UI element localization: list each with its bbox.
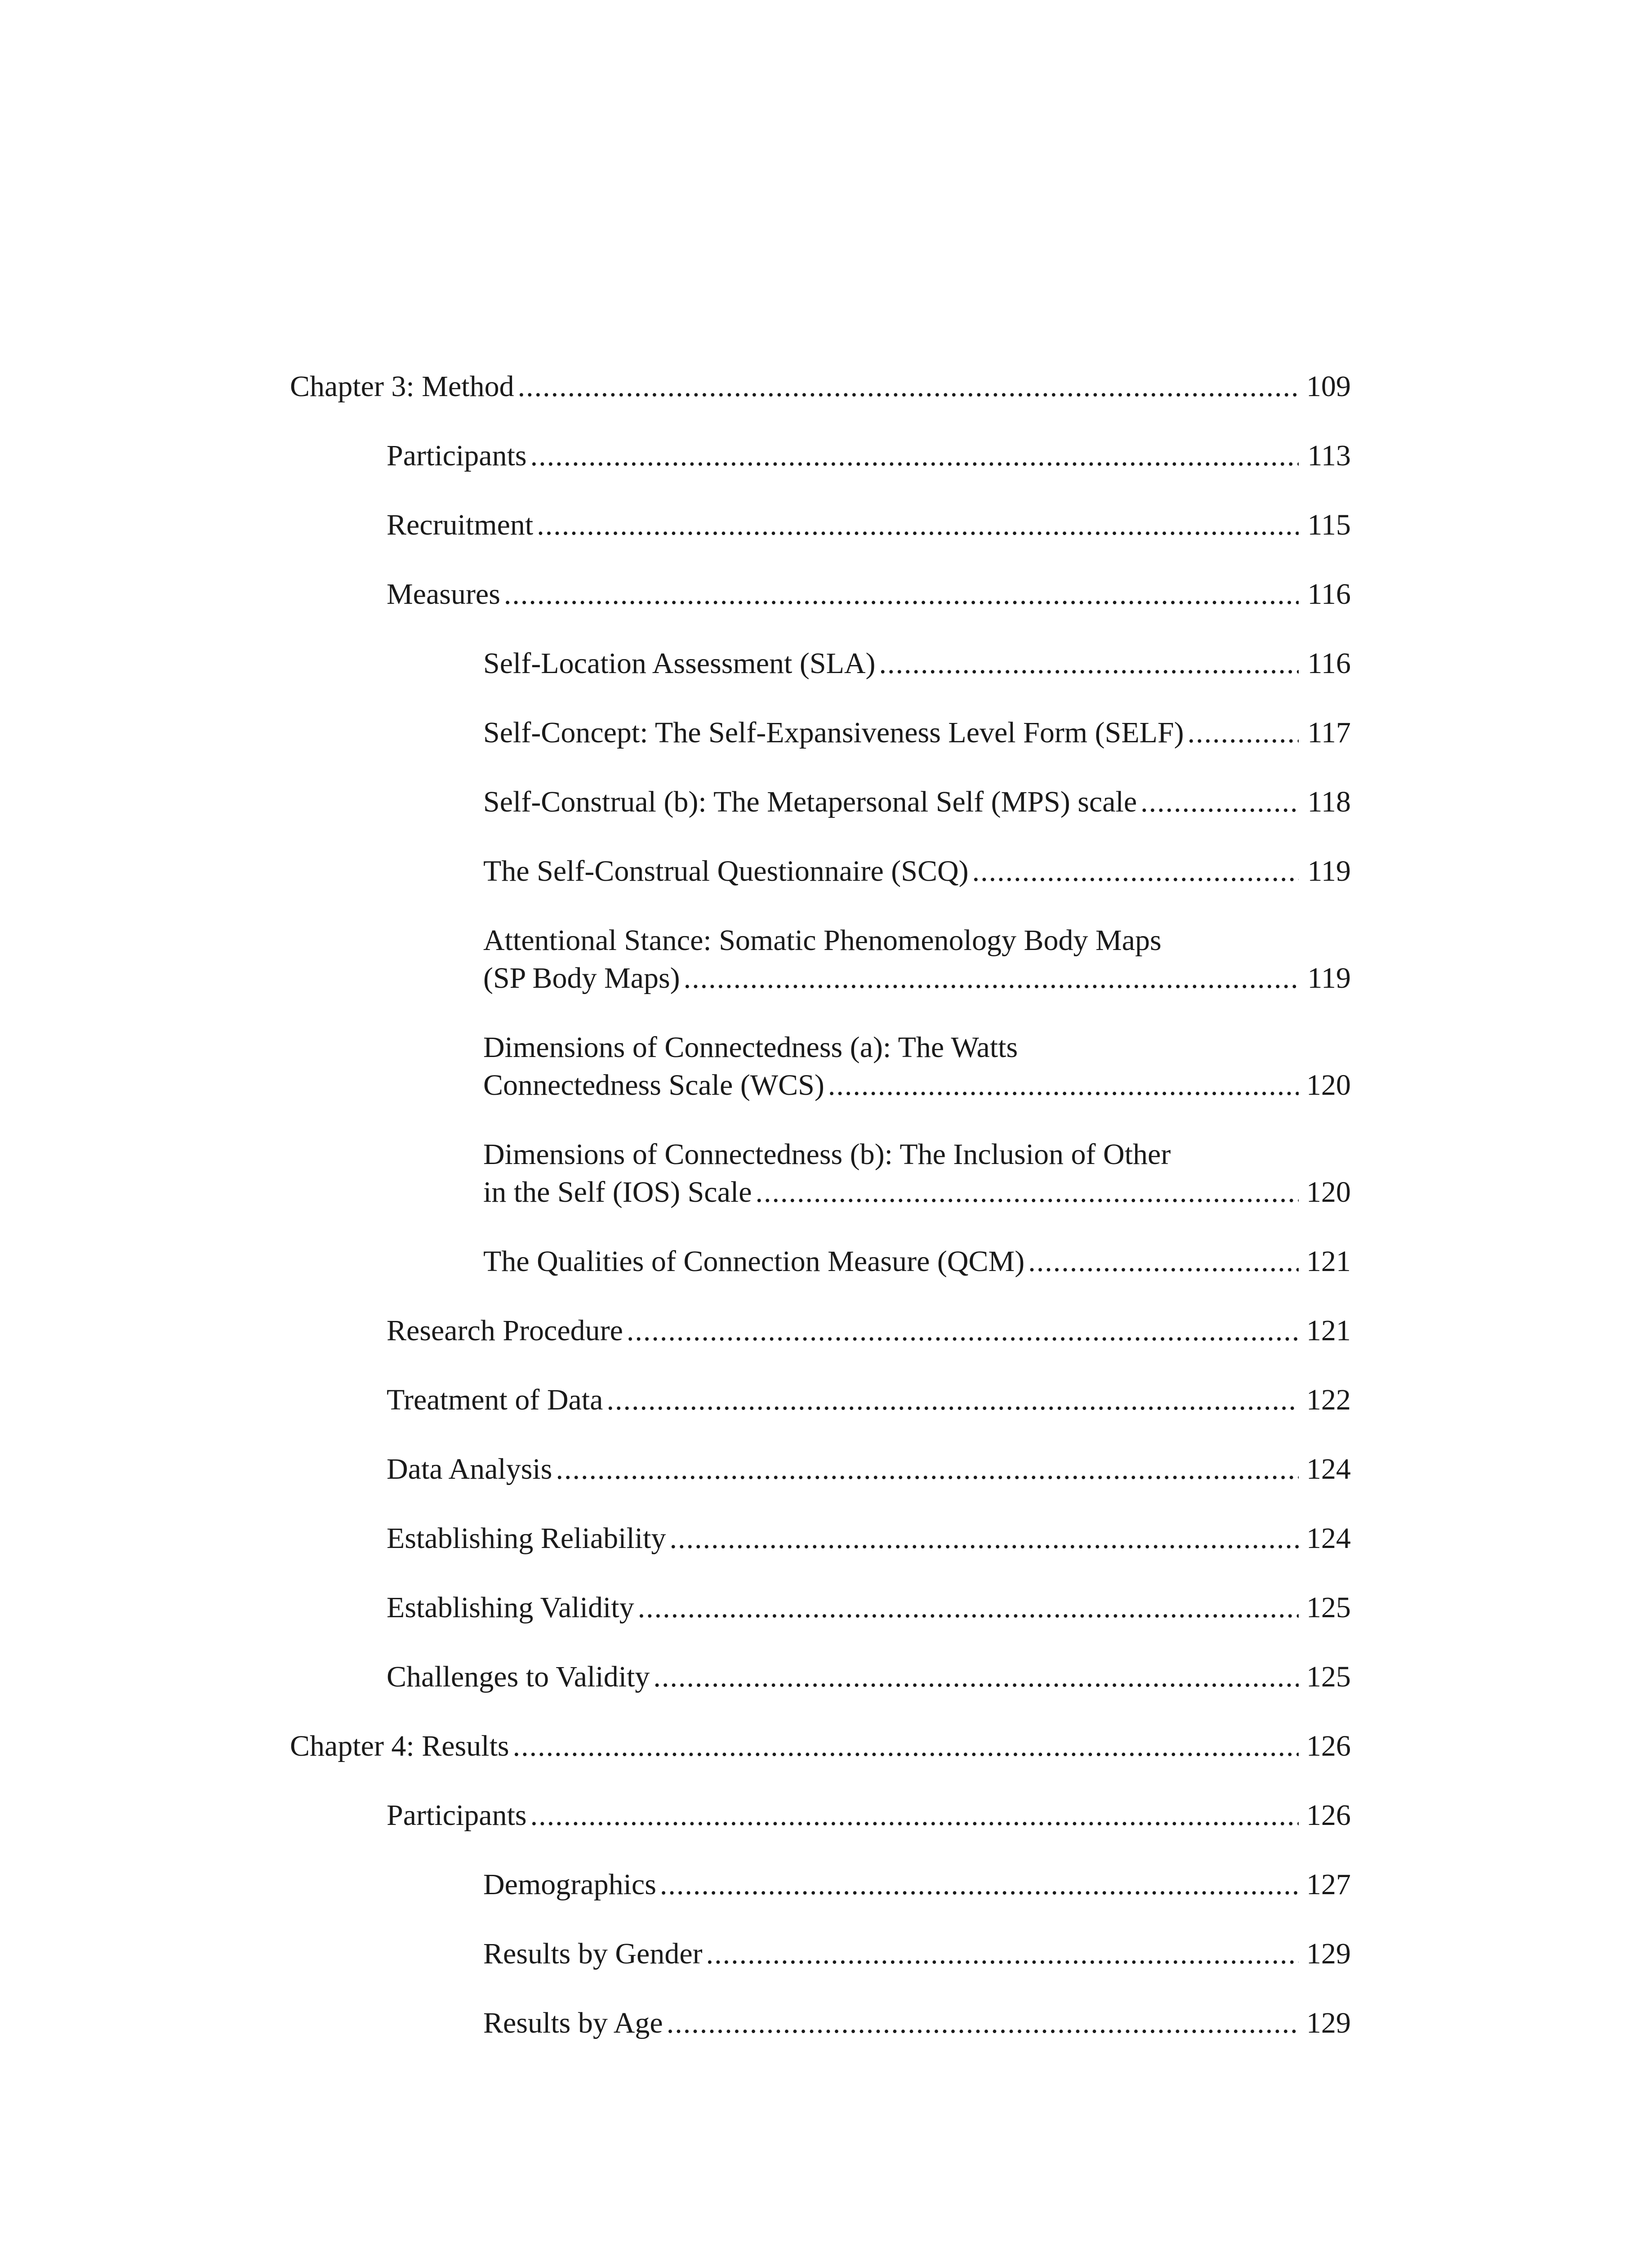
toc-entry-title-first-line: Dimensions of Connectedness (b): The Inclusion of Other	[483, 1138, 1171, 1171]
toc-entry-research-procedure[interactable]	[387, 1312, 1351, 1350]
toc-entry-page: 115	[1307, 508, 1351, 541]
dot-leader	[537, 506, 1299, 544]
toc-entry-demographics[interactable]	[483, 1866, 1351, 1904]
toc-entry-page: 129	[1306, 2007, 1351, 2039]
toc-entry-title: Results by Age	[483, 2007, 663, 2039]
toc-entry-title: Treatment of Data	[387, 1383, 603, 1416]
dot-leader	[684, 959, 1299, 997]
toc-entry-page: 126	[1306, 1730, 1351, 1762]
toc-entry-title: Results by Gender	[483, 1937, 703, 1970]
toc-entry-page: 122	[1306, 1383, 1351, 1416]
toc-entry-sla[interactable]	[483, 645, 1351, 682]
toc-entry-page: 117	[1307, 716, 1351, 749]
toc-entry-title: in the Self (IOS) Scale	[483, 1176, 752, 1209]
dot-leader	[756, 1173, 1299, 1211]
dot-leader	[1140, 783, 1299, 821]
toc-entry-page: 109	[1306, 370, 1351, 403]
dot-leader	[669, 1520, 1299, 1557]
dot-leader	[1188, 714, 1299, 752]
toc-entry-chapter-3[interactable]	[290, 368, 1351, 406]
toc-entry-participants[interactable]	[387, 437, 1351, 475]
dot-leader	[1028, 1243, 1299, 1280]
toc-entry-title: Connectedness Scale (WCS)	[483, 1069, 824, 1102]
toc-entry-establishing-reliability[interactable]	[387, 1520, 1351, 1557]
dot-leader	[513, 1727, 1299, 1765]
toc-entry-page: 119	[1307, 855, 1351, 888]
toc-entry-page: 120	[1306, 1176, 1351, 1209]
toc-entry-results-by-age[interactable]	[483, 2004, 1351, 2042]
toc-entry-wcs[interactable]	[483, 1029, 1351, 1104]
toc-entry-page: 124	[1306, 1522, 1351, 1555]
toc-entry-title: Demographics	[483, 1868, 656, 1901]
toc-entry-title: Establishing Validity	[387, 1591, 634, 1624]
toc-entry-title: The Self-Construal Questionnaire (SCQ)	[483, 855, 969, 888]
toc-entry-title: Self-Concept: The Self-Expansiveness Level Form (SELF)	[483, 716, 1184, 749]
toc-entry-qcm[interactable]	[483, 1243, 1351, 1280]
table-of-contents	[290, 368, 1351, 2074]
toc-entry-page: 129	[1306, 1937, 1351, 1970]
toc-entry-title: Establishing Reliability	[387, 1522, 666, 1555]
toc-entry-chapter-4[interactable]	[290, 1727, 1351, 1765]
toc-entry-page: 125	[1306, 1660, 1351, 1693]
toc-entry-title: Challenges to Validity	[387, 1660, 650, 1693]
toc-entry-title: Participants	[387, 439, 527, 472]
toc-entry-page: 116	[1307, 578, 1351, 611]
toc-entry-data-analysis[interactable]	[387, 1450, 1351, 1488]
dot-leader	[606, 1381, 1299, 1419]
toc-entry-title: Chapter 3: Method	[290, 370, 514, 403]
toc-entry-page: 118	[1307, 785, 1351, 818]
toc-entry-scq[interactable]	[483, 852, 1351, 890]
toc-entry-results-by-gender[interactable]	[483, 1935, 1351, 1973]
dot-leader	[972, 852, 1299, 890]
toc-entry-page: 121	[1306, 1314, 1351, 1347]
toc-entry-page: 121	[1306, 1245, 1351, 1278]
toc-entry-title-first-line: Attentional Stance: Somatic Phenomenology Body Maps	[483, 924, 1162, 957]
toc-entry-page: 119	[1307, 962, 1351, 995]
dot-leader	[504, 575, 1299, 613]
dot-leader	[530, 1797, 1299, 1834]
dot-leader	[828, 1066, 1299, 1104]
toc-entry-title: Measures	[387, 578, 500, 611]
toc-entry-page: 125	[1306, 1591, 1351, 1624]
toc-entry-title-first-line: Dimensions of Connectedness (a): The Watts	[483, 1031, 1018, 1064]
toc-entry-challenges-to-validity[interactable]	[387, 1658, 1351, 1696]
dot-leader	[518, 368, 1299, 406]
dot-leader	[638, 1589, 1299, 1627]
dot-leader	[660, 1866, 1299, 1904]
dot-leader	[667, 2004, 1299, 2042]
dot-leader	[653, 1658, 1299, 1696]
dot-leader	[556, 1450, 1299, 1488]
toc-entry-title: The Qualities of Connection Measure (QCM)	[483, 1245, 1025, 1278]
toc-entry-page: 113	[1307, 439, 1351, 472]
toc-entry-title: Recruitment	[387, 508, 534, 541]
dot-leader	[627, 1312, 1299, 1350]
toc-entry-recruitment[interactable]	[387, 506, 1351, 544]
toc-entry-title: Research Procedure	[387, 1314, 623, 1347]
toc-entry-title: Self-Construal (b): The Metapersonal Self (MPS) scale	[483, 785, 1137, 818]
toc-entry-results-participants[interactable]	[387, 1797, 1351, 1834]
toc-entry-ios[interactable]	[483, 1136, 1351, 1211]
dot-leader	[879, 645, 1299, 682]
toc-entry-page: 116	[1307, 647, 1351, 680]
dot-leader	[530, 437, 1299, 475]
toc-entry-title: Chapter 4: Results	[290, 1730, 509, 1762]
toc-entry-page: 127	[1306, 1868, 1351, 1901]
toc-entry-establishing-validity[interactable]	[387, 1589, 1351, 1627]
dot-leader	[706, 1935, 1299, 1973]
toc-entry-title: Participants	[387, 1799, 527, 1832]
toc-entry-measures[interactable]	[387, 575, 1351, 613]
toc-entry-sp-body-maps[interactable]	[483, 922, 1351, 997]
toc-entry-title: (SP Body Maps)	[483, 962, 680, 995]
toc-entry-title: Self-Location Assessment (SLA)	[483, 647, 876, 680]
toc-entry-page: 126	[1306, 1799, 1351, 1832]
toc-entry-page: 120	[1306, 1069, 1351, 1102]
toc-entry-title: Data Analysis	[387, 1453, 552, 1485]
toc-entry-self[interactable]	[483, 714, 1351, 752]
toc-entry-page: 124	[1306, 1453, 1351, 1485]
toc-entry-mps[interactable]	[483, 783, 1351, 821]
toc-entry-treatment-of-data[interactable]	[387, 1381, 1351, 1419]
